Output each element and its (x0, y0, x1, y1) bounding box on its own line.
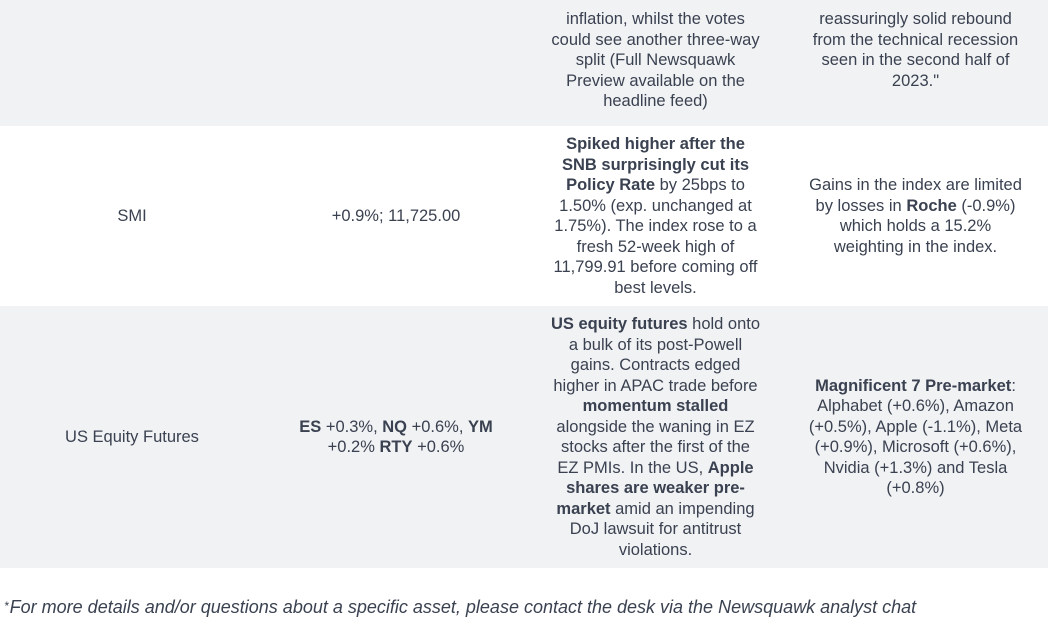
footnote (4, 597, 916, 618)
notes-body: (-0.9%) which holds a 15.2% weighting in the index. (833, 196, 1016, 256)
commentary-highlight: US equity futures (550, 315, 688, 333)
footnote-text: For more details and/or questions about a specific asset, please contact the desk via the Newsquawk analyst chat (9, 597, 917, 617)
commentary-body: by 25bps to 1.50% (exp. unchanged at 1.75%). The index rose to a fresh 52-week high of 11,799.91 before coming off best levels. (553, 176, 758, 297)
asset-name-cell: US Equity Futures (0, 306, 264, 568)
ticker-label: YM (468, 417, 493, 436)
notes-text (806, 376, 1026, 499)
asset-name-cell: SMI (0, 126, 264, 306)
notes-cell (783, 306, 1048, 568)
notes-body: Gains in the index are limited by losses in (809, 176, 1022, 215)
commentary-body: alongside the waning in EZ stocks after the first of the EZ PMIs. In the US, (556, 417, 755, 477)
level-cell (264, 0, 528, 126)
asset-name-cell (0, 0, 264, 126)
ticker-change: +0.6% (412, 438, 465, 456)
commentary-highlight: Apple shares are weaker pre-market (556, 458, 754, 518)
commentary-cell (528, 306, 783, 568)
commentary-body: amid an impending DoJ lawsuit for antitrust violations. (569, 499, 755, 559)
commentary-cell (528, 126, 783, 306)
notes-highlight: Magnificent 7 Pre-market (815, 376, 1012, 395)
table-row (0, 306, 1048, 568)
notes-cell (783, 0, 1048, 126)
commentary-cell (528, 0, 783, 126)
level-text (281, 417, 511, 458)
level-cell: +0.9%; 11,725.00 (264, 126, 528, 306)
commentary-body: hold onto a bulk of its post-Powell gains. Contracts edged higher in APAC trade before (553, 315, 761, 395)
ticker-change: +0.2% (327, 438, 380, 456)
commentary-text (551, 134, 761, 298)
commentary-text (551, 314, 761, 560)
ticker-change: +0.6%, (407, 417, 468, 436)
table-row (0, 126, 1048, 306)
table-row (0, 0, 1048, 126)
notes-highlight: Roche (906, 196, 957, 215)
notes-cell (783, 126, 1048, 306)
notes-text (806, 175, 1026, 257)
commentary-highlight: momentum stalled (582, 397, 729, 415)
ticker-label: ES (299, 417, 322, 436)
ticker-label: NQ (382, 417, 407, 436)
notes-body: : Alphabet (+0.6%), Amazon (+0.5%), Apple (-1.1%), Meta (+0.9%), Microsoft (+0.6%), Nvidia (+1.3%) and Tesla (+0.8%) (808, 376, 1023, 497)
commentary-highlight: Spiked higher after the SNB surprisingly cut its Policy Rate (561, 135, 750, 194)
notes-text: reassuringly solid rebound from the technical recession seen in the second half of 2023." (812, 10, 1019, 90)
level-cell (264, 306, 528, 568)
ticker-change: +0.3%, (321, 417, 383, 436)
footnote-marker: * (4, 599, 9, 613)
ticker-label: RTY (379, 438, 413, 456)
commentary-text: inflation, whilst the votes could see another three-way split (Full Newsquawk Preview available on the headline feed) (551, 10, 760, 110)
